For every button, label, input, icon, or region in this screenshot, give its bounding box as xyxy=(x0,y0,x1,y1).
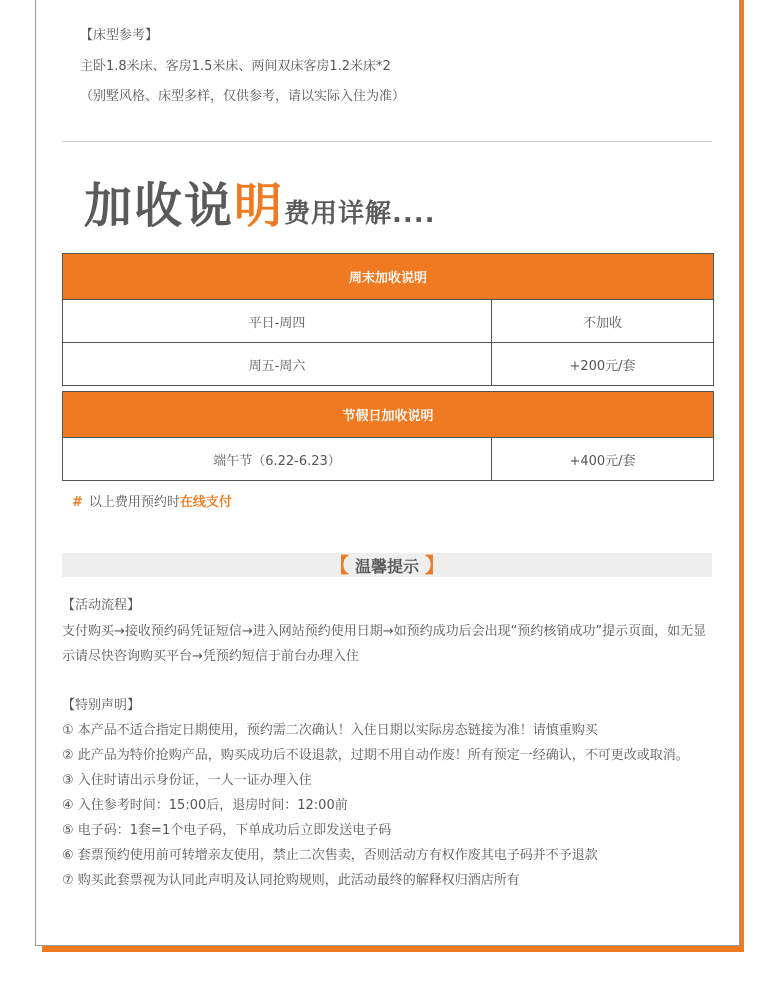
day-cell: 端午节（6.22-6.23） xyxy=(63,438,492,481)
holiday-surcharge-table xyxy=(62,391,714,481)
weekend-table-header: 周末加收说明 xyxy=(63,254,714,300)
heading-main: 加收说 xyxy=(84,178,235,234)
right-bracket: 】 xyxy=(425,553,445,577)
bed-type-title: 【床型参考】 xyxy=(80,28,159,43)
heading-accent: 明 xyxy=(234,178,283,234)
table-row xyxy=(63,343,714,386)
tips-banner xyxy=(62,553,712,577)
table-row xyxy=(63,438,714,481)
surcharge-heading xyxy=(84,178,436,234)
hash-mark: # xyxy=(72,495,83,510)
tips-title: 温馨提示 xyxy=(354,556,419,576)
list-item: ④ 入住参考时间：15:00后，退房时间：12:00前 xyxy=(62,798,348,813)
declaration-list xyxy=(62,718,714,893)
fee-cell: +200元/套 xyxy=(492,343,714,386)
heading-sub: 费用详解.... xyxy=(284,199,436,229)
holiday-table-header: 节假日加收说明 xyxy=(63,392,714,438)
fee-cell: +400元/套 xyxy=(492,438,714,481)
payment-note-text: 以上费用预约时 xyxy=(88,495,180,510)
payment-highlight: 在线支付 xyxy=(179,495,232,510)
process-title: 【活动流程】 xyxy=(62,598,141,613)
weekend-surcharge-table xyxy=(62,253,714,386)
day-cell: 周五-周六 xyxy=(63,343,492,386)
fee-cell: 不加收 xyxy=(492,300,714,343)
list-item: ① 本产品不适合指定日期使用，预约需二次确认！入住日期以实际房态链接为准！请慎重购买 xyxy=(62,723,598,738)
section-divider xyxy=(62,141,712,142)
declaration-title: 【特别声明】 xyxy=(62,698,141,713)
list-item: ⑦ 购买此套票视为认同此声明及认同抢购规则，此活动最终的解释权归酒店所有 xyxy=(62,873,520,888)
list-item: ⑤ 电子码：1套=1个电子码，下单成功后立即发送电子码 xyxy=(62,823,392,838)
left-bracket: 【 xyxy=(328,553,349,577)
payment-note xyxy=(72,491,232,510)
table-row xyxy=(63,300,714,343)
list-item: ② 此产品为特价抢购产品，购买成功后不设退款，过期不用自动作废！所有预定一经确认，不可更改或取消。 xyxy=(62,748,689,763)
list-item: ⑥ 套票预约使用前可转增亲友使用，禁止二次售卖，否则活动方有权作废其电子码并不予退款 xyxy=(62,848,598,863)
bed-type-note: （别墅风格、床型多样，仅供参考，请以实际入住为准） xyxy=(80,89,406,104)
day-cell: 平日-周四 xyxy=(63,300,492,343)
list-item: ③ 入住时请出示身份证，一人一证办理入住 xyxy=(62,773,312,788)
bed-type-text: 主卧1.8米床、客房1.5米床、两间双床客房1.2米床*2 xyxy=(80,59,391,74)
process-body: 支付购买→接收预约码凭证短信→进入网站预约使用日期→如预约成功后会出现“预约核销成功”提示页面，如无显示请尽快咨询购买平台→凭预约短信于前台办理入住 xyxy=(62,624,707,664)
